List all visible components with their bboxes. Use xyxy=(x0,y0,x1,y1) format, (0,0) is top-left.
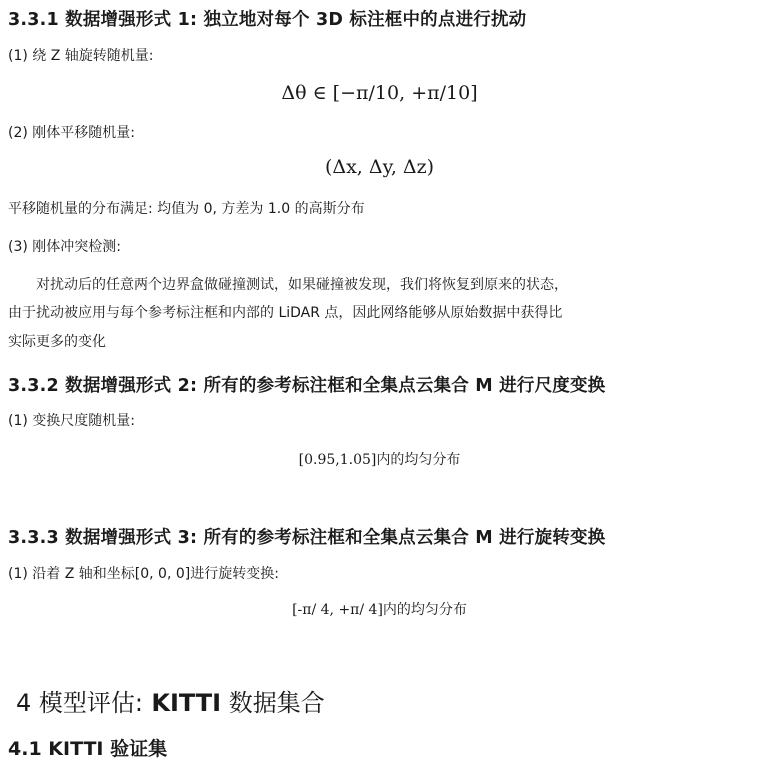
formula-rotation-lower: −π/10 xyxy=(340,82,400,104)
item-translation-label: (2) 刚体平移随机量: xyxy=(8,125,135,141)
rotate-distribution-text: [-π/ 4, +π/ 4]内的均匀分布 xyxy=(292,602,467,618)
scale-distribution-text: [0.95,1.05]内的均匀分布 xyxy=(298,452,461,468)
heading-3-3-1: 3.3.1 数据增强形式 1: 独立地对每个 3D 标注框中的点进行扰动 xyxy=(8,10,527,30)
paragraph-line-1: 对扰动后的任意两个边界盒做碰撞测试，如果碰撞被发现，我们将恢复到原来的状态， xyxy=(36,277,568,293)
paragraph-line-3: 实际更多的变化 xyxy=(8,334,106,350)
heading-4-prefix: 4 模型评估: xyxy=(16,689,143,717)
heading-4-kitti: KITTI xyxy=(151,689,222,717)
item-rotation-label: (1) 绕 Z 轴旋转随机量: xyxy=(8,48,154,64)
formula-rotation-range xyxy=(0,82,759,104)
formula-translation: (Δx, Δy, Δz) xyxy=(324,156,435,178)
heading-4-suffix: 数据集合 xyxy=(221,689,325,717)
formula-rotation-lhs: Δθ ∈ [ xyxy=(281,82,341,104)
formula-rotation-upper: +π/10 xyxy=(411,82,471,104)
heading-4-1-kitti-validation: 4.1 KITTI 验证集 xyxy=(8,738,168,760)
item-collision-label: (3) 刚体冲突检测: xyxy=(8,239,121,255)
item-rotate-transform-label: (1) 沿着 Z 轴和坐标[0, 0, 0]进行旋转变换: xyxy=(8,566,279,582)
translation-distribution-text: 平移随机量的分布满足: 均值为 0, 方差为 1.0 的高斯分布 xyxy=(8,201,365,217)
formula-rotation-sep: , xyxy=(399,82,412,104)
heading-3-3-3: 3.3.3 数据增强形式 3: 所有的参考标注框和全集点云集合 M 进行旋转变换 xyxy=(8,528,606,548)
item-scale-label: (1) 变换尺度随机量: xyxy=(8,413,135,429)
formula-rotation-rhs: ] xyxy=(470,82,478,104)
paragraph-line-2: 由于扰动被应用与每个参考标注框和内部的 LiDAR 点，因此网络能够从原始数据中获得比 xyxy=(8,305,563,321)
heading-3-3-2: 3.3.2 数据增强形式 2: 所有的参考标注框和全集点云集合 M 进行尺度变换 xyxy=(8,376,606,396)
heading-4-model-evaluation xyxy=(16,683,325,718)
